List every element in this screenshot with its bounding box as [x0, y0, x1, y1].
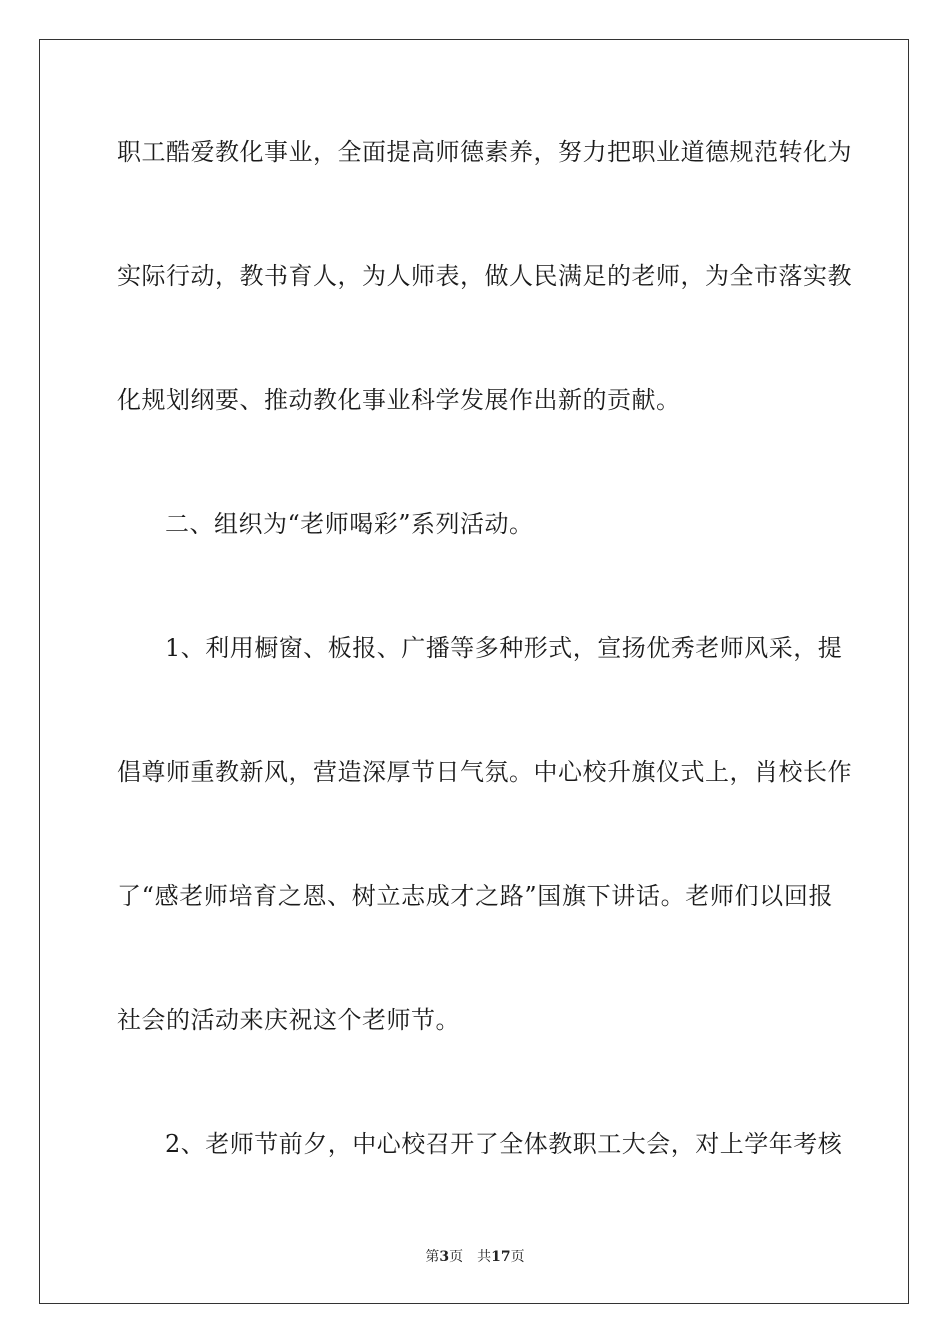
footer-total-unit: 页	[510, 1249, 525, 1265]
footer-page-unit: 页	[449, 1249, 464, 1265]
body-line-5: 1、利用橱窗、板报、广播等多种形式，宣扬优秀老师风采，提	[165, 634, 843, 662]
section-heading-2: 二、组织为“老师喝彩”系列活动。	[165, 510, 534, 538]
footer-page-prefix: 第	[425, 1249, 440, 1265]
body-line-7: 了“感老师培育之恩、树立志成才之路”国旗下讲话。老师们以回报	[117, 882, 833, 910]
body-line-6: 倡尊师重教新风，营造深厚节日气氛。中心校升旗仪式上，肖校长作	[117, 758, 852, 786]
footer-page-current: 3	[439, 1249, 450, 1265]
page-footer	[0, 1248, 950, 1266]
body-line-9: 2、老师节前夕，中心校召开了全体教职工大会，对上学年考核	[165, 1130, 843, 1158]
page-border	[39, 39, 909, 1304]
footer-page-total: 17	[491, 1249, 511, 1265]
body-line-3: 化规划纲要、推动教化事业科学发展作出新的贡献。	[117, 386, 681, 414]
body-line-2: 实际行动，教书育人，为人师表，做人民满足的老师，为全市落实教	[117, 262, 852, 290]
body-line-8: 社会的活动来庆祝这个老师节。	[117, 1006, 460, 1034]
footer-total-prefix: 共	[477, 1249, 492, 1265]
body-line-1: 职工酷爱教化事业，全面提高师德素养，努力把职业道德规范转化为	[117, 138, 852, 166]
